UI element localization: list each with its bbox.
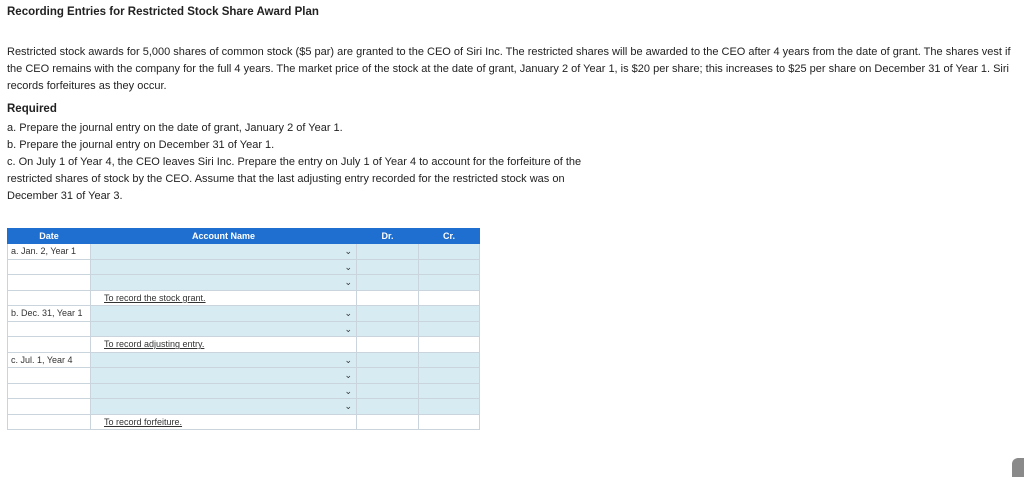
date-cell (8, 290, 91, 306)
account-select[interactable] (91, 259, 357, 275)
account-select[interactable] (91, 321, 357, 337)
credit-input[interactable] (419, 306, 480, 322)
debit-input[interactable] (357, 399, 419, 415)
credit-input[interactable] (419, 275, 480, 291)
table-row (8, 306, 480, 322)
table-row (8, 383, 480, 399)
chevron-down-icon: ⌄ (344, 385, 352, 396)
debit-input[interactable] (357, 244, 419, 260)
account-select[interactable] (91, 244, 357, 260)
table-row (8, 259, 480, 275)
date-cell (8, 383, 91, 399)
page-title: Recording Entries for Restricted Stock Share Award Plan (7, 6, 319, 18)
table-row (8, 337, 480, 353)
date-header: Date (8, 229, 91, 244)
debit-input[interactable] (357, 321, 419, 337)
account-select[interactable] (91, 399, 357, 415)
credit-header: Cr. (419, 229, 480, 244)
date-cell (8, 259, 91, 275)
debit-input[interactable] (357, 259, 419, 275)
account-select[interactable] (91, 352, 357, 368)
requirement-a: a. Prepare the journal entry on the date of grant, January 2 of Year 1. (7, 122, 343, 134)
debit-header: Dr. (357, 229, 419, 244)
chevron-down-icon: ⌄ (344, 401, 352, 411)
debit-input[interactable] (357, 306, 419, 322)
account-name-header: Account Name (91, 229, 357, 244)
journal-entry-table (7, 228, 480, 430)
problem-statement: Restricted stock awards for 5,000 shares of common stock ($5 par) are granted to the CEO of Siri Inc. The restricted shares will be awarded to the CEO after 4 years from the date of grant. The shares vest if the CEO remains with the company for the full 4 years. The market price of the stock at the date of grant, January 2 of Year 1, is $20 per share; this increases to $25 per share on December 31 of Year 1. Siri records forfeitures as they occur. (7, 46, 1011, 92)
memo-text: To record forfeiture. (104, 416, 183, 427)
date-cell (8, 399, 91, 415)
memo-cell (91, 290, 357, 306)
table-row (8, 414, 480, 430)
credit-cell (419, 414, 480, 430)
debit-input[interactable] (357, 275, 419, 291)
account-select[interactable] (91, 275, 357, 291)
table-row (8, 368, 480, 384)
table-row (8, 290, 480, 306)
chevron-down-icon: ⌄ (344, 277, 352, 287)
credit-input[interactable] (419, 244, 480, 260)
credit-input[interactable] (419, 399, 480, 415)
date-cell (8, 368, 91, 384)
entry-date-a: a. Jan. 2, Year 1 (8, 244, 91, 260)
memo-text: To record the stock grant. (104, 292, 206, 303)
debit-cell (357, 290, 419, 306)
table-header-row (8, 229, 480, 244)
table-row (8, 321, 480, 337)
debit-input[interactable] (357, 352, 419, 368)
requirement-c: c. On July 1 of Year 4, the CEO leaves Siri Inc. Prepare the entry on July 1 of Year 4 to account for the forfeiture of the restricted shares of stock by the CEO. Assume that the last adjusting entry recorded for the restricted stock was on December 31 of Year 3. (7, 156, 582, 202)
date-cell (8, 321, 91, 337)
credit-input[interactable] (419, 383, 480, 399)
chevron-down-icon: ⌄ (344, 246, 352, 256)
memo-cell (91, 337, 357, 353)
debit-input[interactable] (357, 383, 419, 399)
account-select[interactable] (91, 368, 357, 384)
requirements-list (7, 120, 597, 205)
credit-input[interactable] (419, 368, 480, 384)
credit-input[interactable] (419, 321, 480, 337)
memo-text: To record adjusting entry. (104, 339, 205, 350)
debit-cell (357, 414, 419, 430)
credit-input[interactable] (419, 352, 480, 368)
credit-input[interactable] (419, 259, 480, 275)
debit-input[interactable] (357, 368, 419, 384)
account-select[interactable] (91, 383, 357, 399)
chevron-down-icon: ⌄ (344, 308, 352, 318)
date-cell (8, 414, 91, 430)
required-heading: Required (7, 103, 57, 115)
credit-cell (419, 290, 480, 306)
scroll-tab[interactable] (1012, 458, 1024, 477)
table-row (8, 352, 480, 368)
chevron-down-icon: ⌄ (344, 370, 352, 380)
requirement-b: b. Prepare the journal entry on December 31 of Year 1. (7, 139, 275, 151)
debit-cell (357, 337, 419, 353)
table-row (8, 244, 480, 260)
date-cell (8, 337, 91, 353)
credit-cell (419, 337, 480, 353)
chevron-down-icon: ⌄ (344, 261, 352, 272)
chevron-down-icon: ⌄ (344, 323, 352, 334)
memo-cell (91, 414, 357, 430)
account-select[interactable] (91, 306, 357, 322)
table-row (8, 275, 480, 291)
entry-date-c: c. Jul. 1, Year 4 (8, 352, 91, 368)
table-row (8, 399, 480, 415)
date-cell (8, 275, 91, 291)
chevron-down-icon: ⌄ (344, 354, 352, 365)
entry-date-b: b. Dec. 31, Year 1 (8, 306, 91, 322)
